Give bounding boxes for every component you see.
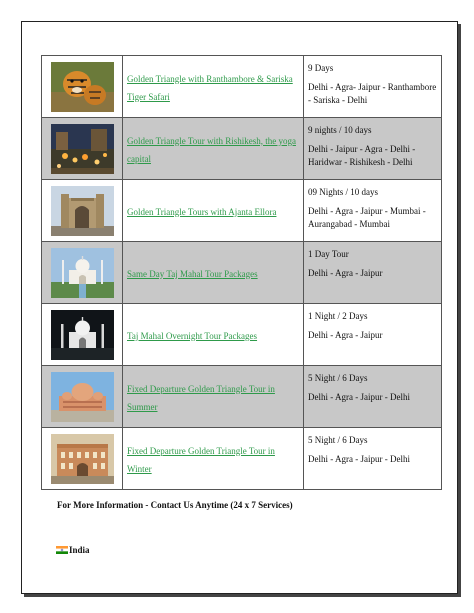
tour-link[interactable]: Golden Triangle Tour with Rishikesh, the yoga capital <box>127 135 296 164</box>
tour-info-cell <box>304 304 442 366</box>
image-cell <box>42 56 123 118</box>
tour-route: Delhi - Agra - Jaipur - Mumbai - Aurangabad - Mumbai <box>308 206 426 229</box>
tour-route: Delhi - Jaipur - Agra - Delhi - Haridwar - Rishikesh - Delhi <box>308 144 416 167</box>
tour-name-cell <box>123 366 304 428</box>
country-label: India <box>69 545 90 555</box>
rishikesh-ganga-aarti-photo <box>51 124 114 174</box>
image-cell <box>42 304 123 366</box>
table-row <box>42 180 442 242</box>
jaipur-palace-photo <box>51 434 114 484</box>
akshardham-temple-photo <box>51 372 114 422</box>
tour-name-cell <box>123 304 304 366</box>
tour-link[interactable]: Taj Mahal Overnight Tour Packages <box>127 330 258 341</box>
tour-name-cell <box>123 118 304 180</box>
table-row <box>42 304 442 366</box>
image-cell <box>42 180 123 242</box>
image-cell <box>42 428 123 490</box>
tour-info-cell <box>304 180 442 242</box>
taj-mahal-night-photo <box>51 310 114 360</box>
tour-link[interactable]: Golden Triangle with Ranthambore & Sariska Tiger Safari <box>127 73 293 102</box>
tour-route: Delhi - Agra- Jaipur - Ranthambore - Sariska - Delhi <box>308 82 437 105</box>
tour-link[interactable]: Same Day Taj Mahal Tour Packages <box>127 268 258 279</box>
india-flag-icon <box>56 546 68 554</box>
tour-info-cell <box>304 366 442 428</box>
tour-duration: 09 Nights / 10 days <box>308 187 379 197</box>
tour-table <box>41 55 442 490</box>
table-row <box>42 366 442 428</box>
tour-name-cell <box>123 56 304 118</box>
tour-info-cell <box>304 428 442 490</box>
image-cell <box>42 242 123 304</box>
tour-link[interactable]: Golden Triangle Tours with Ajanta Ellora <box>127 206 277 217</box>
tour-duration: 1 Day Tour <box>308 249 349 259</box>
tour-route: Delhi - Agra - Jaipur <box>308 268 383 278</box>
image-cell <box>42 118 123 180</box>
tour-info-cell <box>304 242 442 304</box>
taj-mahal-day-photo <box>51 248 114 298</box>
tour-name-cell <box>123 428 304 490</box>
country-line <box>56 545 90 555</box>
tour-route: Delhi - Agra - Jaipur <box>308 330 383 340</box>
tour-info-cell <box>304 56 442 118</box>
table-row <box>42 118 442 180</box>
table-row <box>42 428 442 490</box>
tour-duration: 5 Night / 6 Days <box>308 435 368 445</box>
tour-duration: 1 Night / 2 Days <box>308 311 368 321</box>
table-row <box>42 56 442 118</box>
tour-duration: 5 Night / 6 Days <box>308 373 368 383</box>
tour-duration: 9 nights / 10 days <box>308 125 372 135</box>
contact-info-text: For More Information - Contact Us Anytime (24 x 7 Services) <box>57 500 293 510</box>
tiger-photo <box>51 62 114 112</box>
tour-duration: 9 Days <box>308 63 334 73</box>
tour-info-cell <box>304 118 442 180</box>
tour-link[interactable]: Fixed Departure Golden Triangle Tour in Winter <box>127 445 275 474</box>
tour-name-cell <box>123 180 304 242</box>
image-cell <box>42 366 123 428</box>
gateway-of-india-photo <box>51 186 114 236</box>
tour-route: Delhi - Agra - Jaipur - Delhi <box>308 454 410 464</box>
tour-route: Delhi - Agra - Jaipur - Delhi <box>308 392 410 402</box>
tour-link[interactable]: Fixed Departure Golden Triangle Tour in Summer <box>127 383 275 412</box>
table-row <box>42 242 442 304</box>
tour-name-cell <box>123 242 304 304</box>
